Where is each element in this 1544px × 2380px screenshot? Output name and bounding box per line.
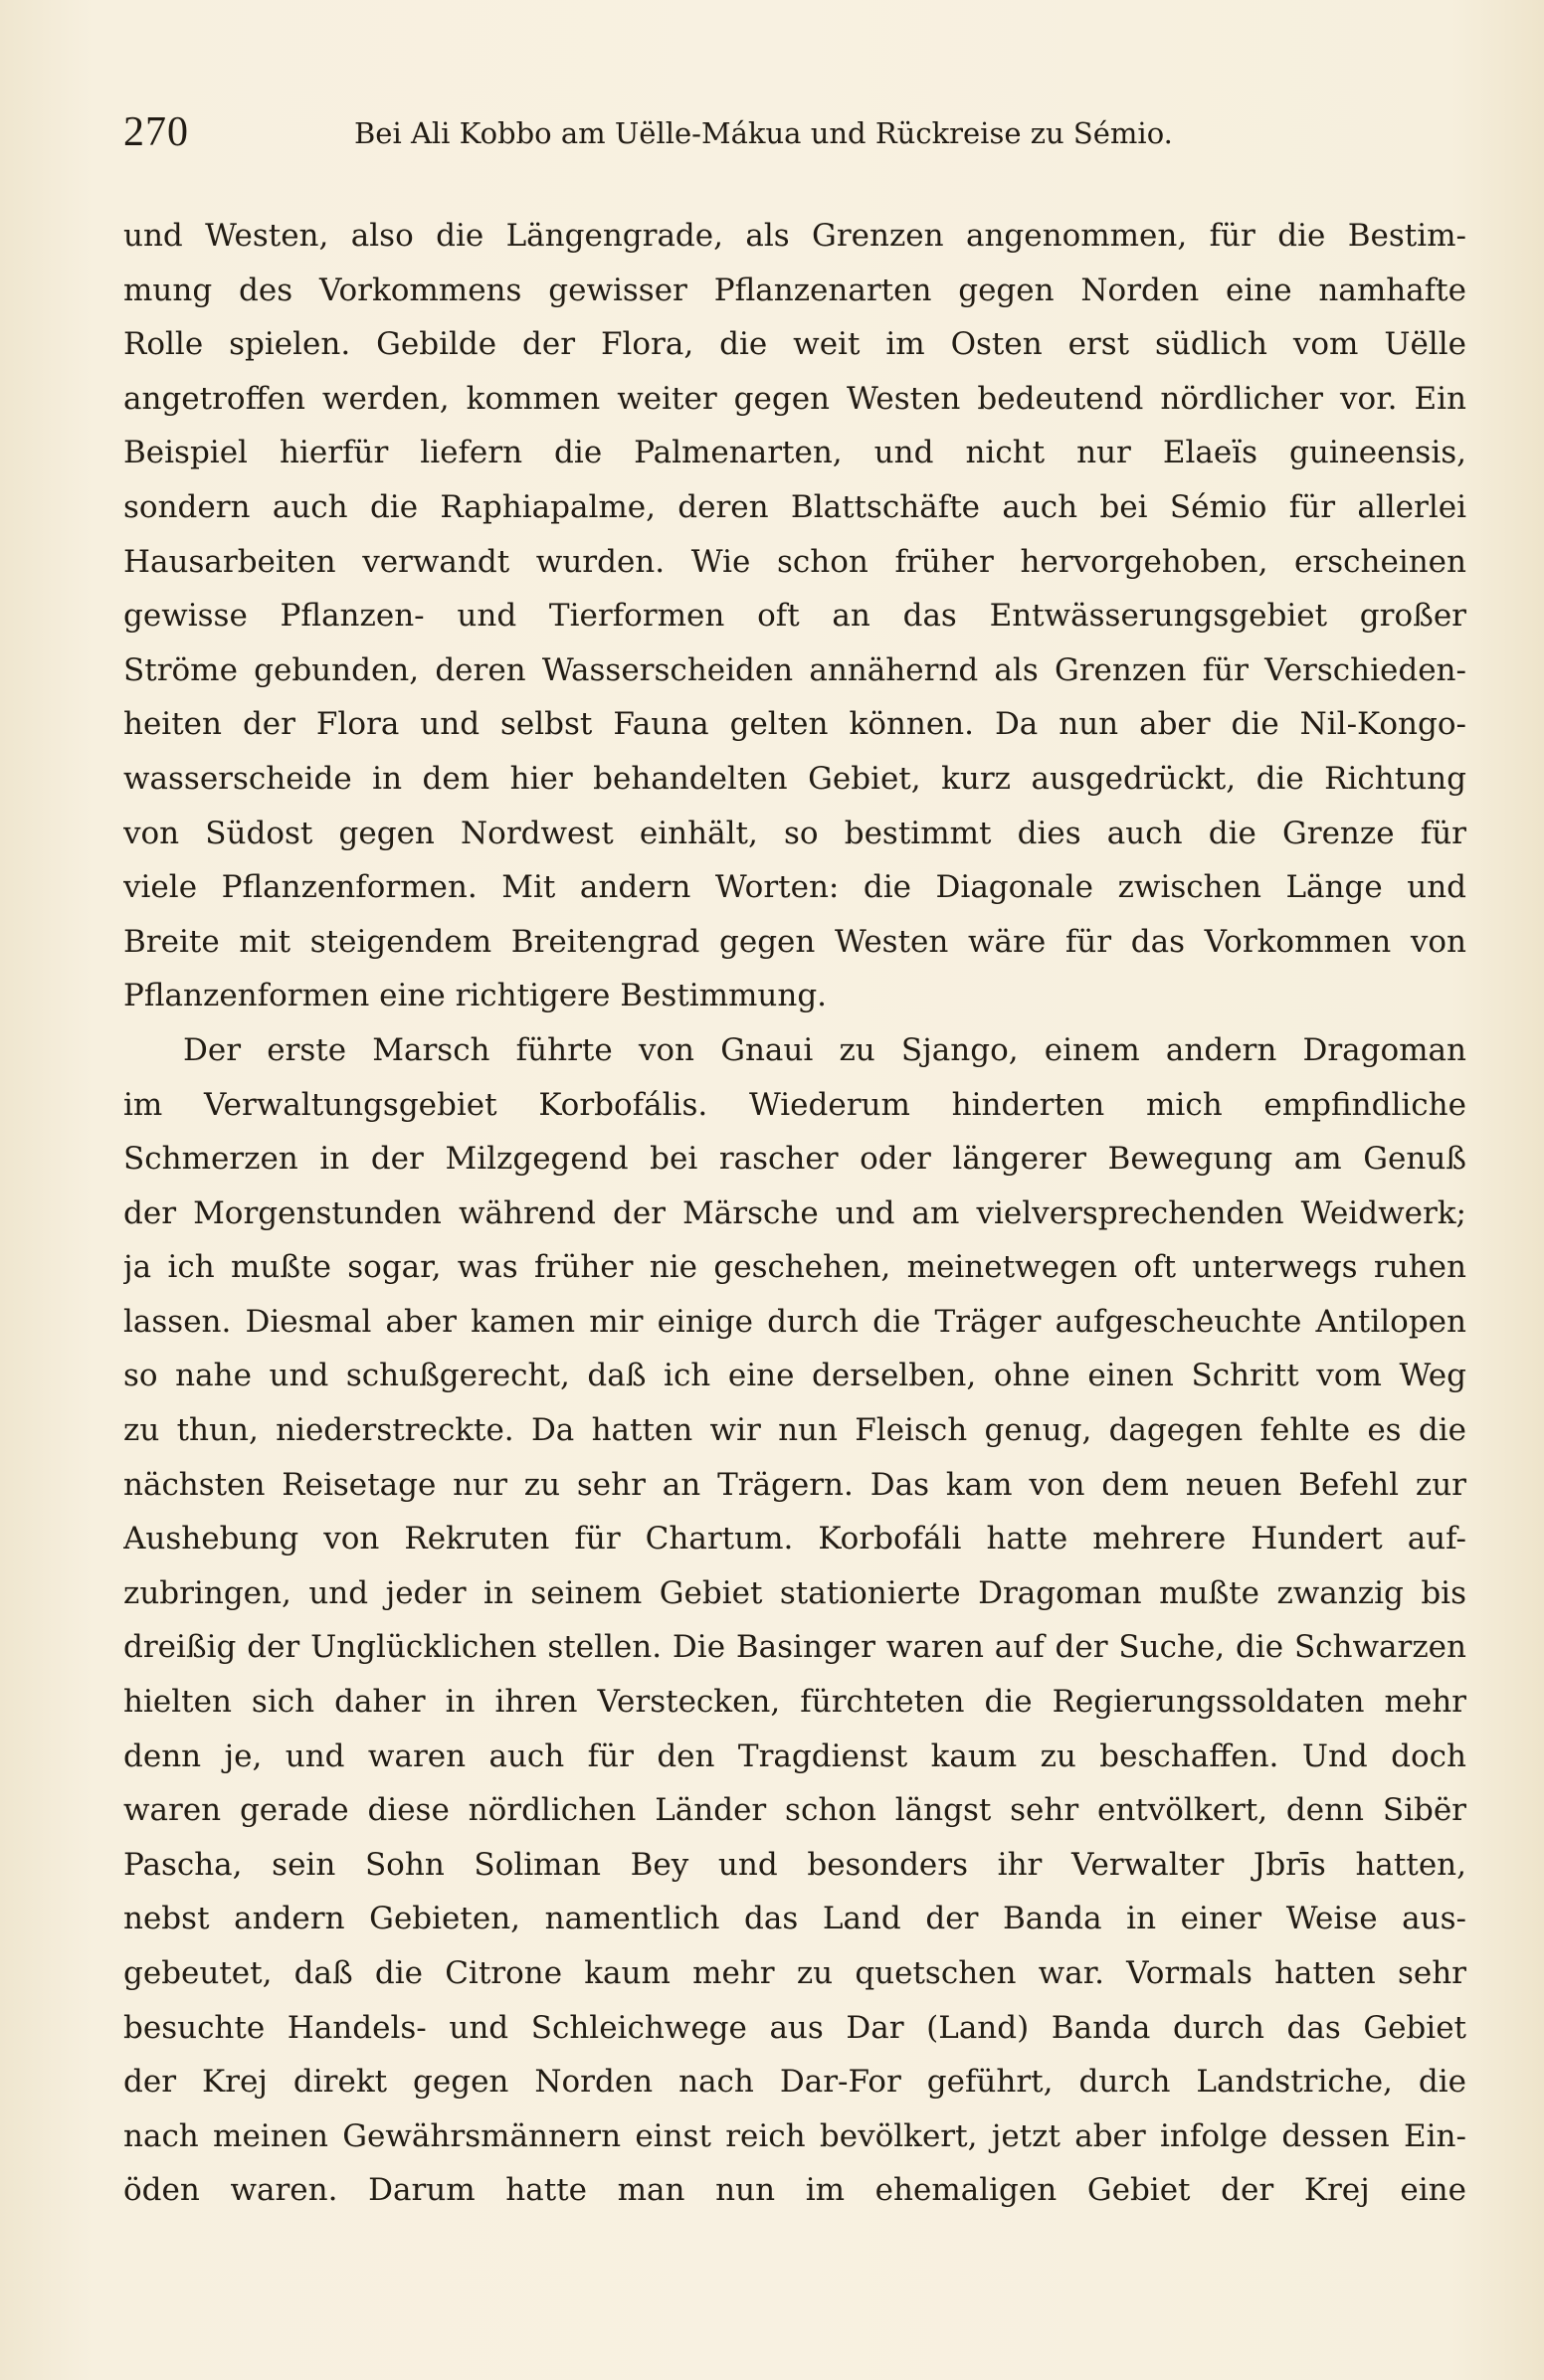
text-line: besuchte Handels- und Schleichwege aus Dar (Land) Banda durch das Gebiet xyxy=(123,2009,1466,2046)
text-line: gewisse Pflanzen- und Tierformen oft an das Entwässerungsgebiet großer xyxy=(123,598,1466,635)
text-line: der Morgenstunden während der Märsche und am vielversprechenden Weidwerk; xyxy=(123,1194,1466,1231)
text-line: wasserscheide in dem hier behandelten Gebiet, kurz ausgedrückt, die Richtung xyxy=(123,760,1466,797)
text-line: Ströme gebunden, deren Wasserscheiden annähernd als Grenzen für Verschieden- xyxy=(123,651,1466,688)
text-line: so nahe und schußgerecht, daß ich eine derselben, ohne einen Schritt vom Weg xyxy=(123,1358,1466,1394)
text-line: Breite mit steigendem Breitengrad gegen Westen wäre für das Vorkommen von xyxy=(123,923,1466,960)
text-line: nächsten Reisetage nur zu sehr an Trägern. Das kam von dem neuen Befehl zur xyxy=(123,1466,1466,1503)
text-line: der Krej direkt gegen Norden nach Dar-For geführt, durch Landstriche, die xyxy=(123,2064,1466,2101)
paragraph-end-line: Pflanzenformen eine richtigere Bestimmung. xyxy=(123,978,828,1014)
text-line: im Verwaltungsgebiet Korbofális. Wiederum hinderten mich empfindliche xyxy=(123,1086,1466,1123)
text-line: zubringen, und jeder in seinem Gebiet stationierte Dragoman mußte zwanzig bis xyxy=(123,1574,1466,1611)
text-line: mung des Vorkommens gewisser Pflanzenarten gegen Norden eine namhafte xyxy=(123,272,1466,308)
text-line: Rolle spielen. Gebilde der Flora, die weit im Osten erst südlich vom Uëlle xyxy=(123,326,1466,363)
page-header xyxy=(123,107,1447,157)
text-line: von Südost gegen Nordwest einhält, so bestimmt dies auch die Grenze für xyxy=(123,815,1466,851)
text-line: gebeutet, daß die Citrone kaum mehr zu quetschen war. Vormals hatten sehr xyxy=(123,1955,1466,1991)
text-line: öden waren. Darum hatte man nun im ehemaligen Gebiet der Krej eine xyxy=(123,2172,1466,2209)
text-line: denn je, und waren auch für den Tragdienst kaum zu beschaffen. Und doch xyxy=(123,1738,1466,1774)
body-text xyxy=(123,209,1466,2218)
page-number: 270 xyxy=(123,109,189,155)
text-line: heiten der Flora und selbst Fauna gelten können. Da nun aber die Nil-Kongo- xyxy=(123,706,1466,743)
text-line: nebst andern Gebieten, namentlich das Land der Banda in einer Weise aus- xyxy=(123,1901,1466,1937)
text-line: Schmerzen in der Milzgegend bei rascher oder längerer Bewegung am Genuß xyxy=(123,1141,1466,1178)
text-line: lassen. Diesmal aber kamen mir einige durch die Träger aufgescheuchte Antilopen xyxy=(123,1303,1466,1340)
text-line: viele Pflanzenformen. Mit andern Worten: die Diagonale zwischen Länge und xyxy=(123,869,1466,906)
text-line: waren gerade diese nördlichen Länder schon längst sehr entvölkert, denn Sibër xyxy=(123,1792,1466,1829)
text-line: Beispiel hierfür liefern die Palmenarten, und nicht nur Elaeïs guineensis, xyxy=(123,435,1466,471)
text-line: Pascha, sein Sohn Soliman Bey und besonders ihr Verwalter Jbrīs hatten, xyxy=(123,1846,1466,1883)
text-line: nach meinen Gewährsmännern einst reich bevölkert, jetzt aber infolge dessen Ein- xyxy=(123,2117,1466,2154)
running-head: Bei Ali Kobbo am Uëlle-Mákua und Rückreise zu Sémio. xyxy=(354,116,1173,150)
text-line: dreißig der Unglücklichen stellen. Die Basinger waren auf der Suche, die Schwarzen xyxy=(123,1629,1466,1666)
text-line: sondern auch die Raphiapalme, deren Blattschäfte auch bei Sémio für allerlei xyxy=(123,488,1466,525)
text-line: Aushebung von Rekruten für Chartum. Korbofáli hatte mehrere Hundert auf- xyxy=(123,1521,1466,1557)
text-line: zu thun, niederstreckte. Da hatten wir nun Fleisch genug, dagegen fehlte es die xyxy=(123,1412,1466,1449)
text-line: angetroffen werden, kommen weiter gegen Westen bedeutend nördlicher vor. Ein xyxy=(123,380,1466,417)
text-line: hielten sich daher in ihren Verstecken, fürchteten die Regierungssoldaten mehr xyxy=(123,1684,1466,1721)
text-line: und Westen, also die Längengrade, als Grenzen angenommen, für die Bestim- xyxy=(123,218,1466,254)
paragraph-start-line: Der erste Marsch führte von Gnaui zu Sjango, einem andern Dragoman xyxy=(183,1031,1466,1068)
text-line: ja ich mußte sogar, was früher nie geschehen, meinetwegen oft unterwegs ruhen xyxy=(123,1249,1466,1286)
text-line: Hausarbeiten verwandt wurden. Wie schon früher hervorgehoben, erscheinen xyxy=(123,543,1466,580)
